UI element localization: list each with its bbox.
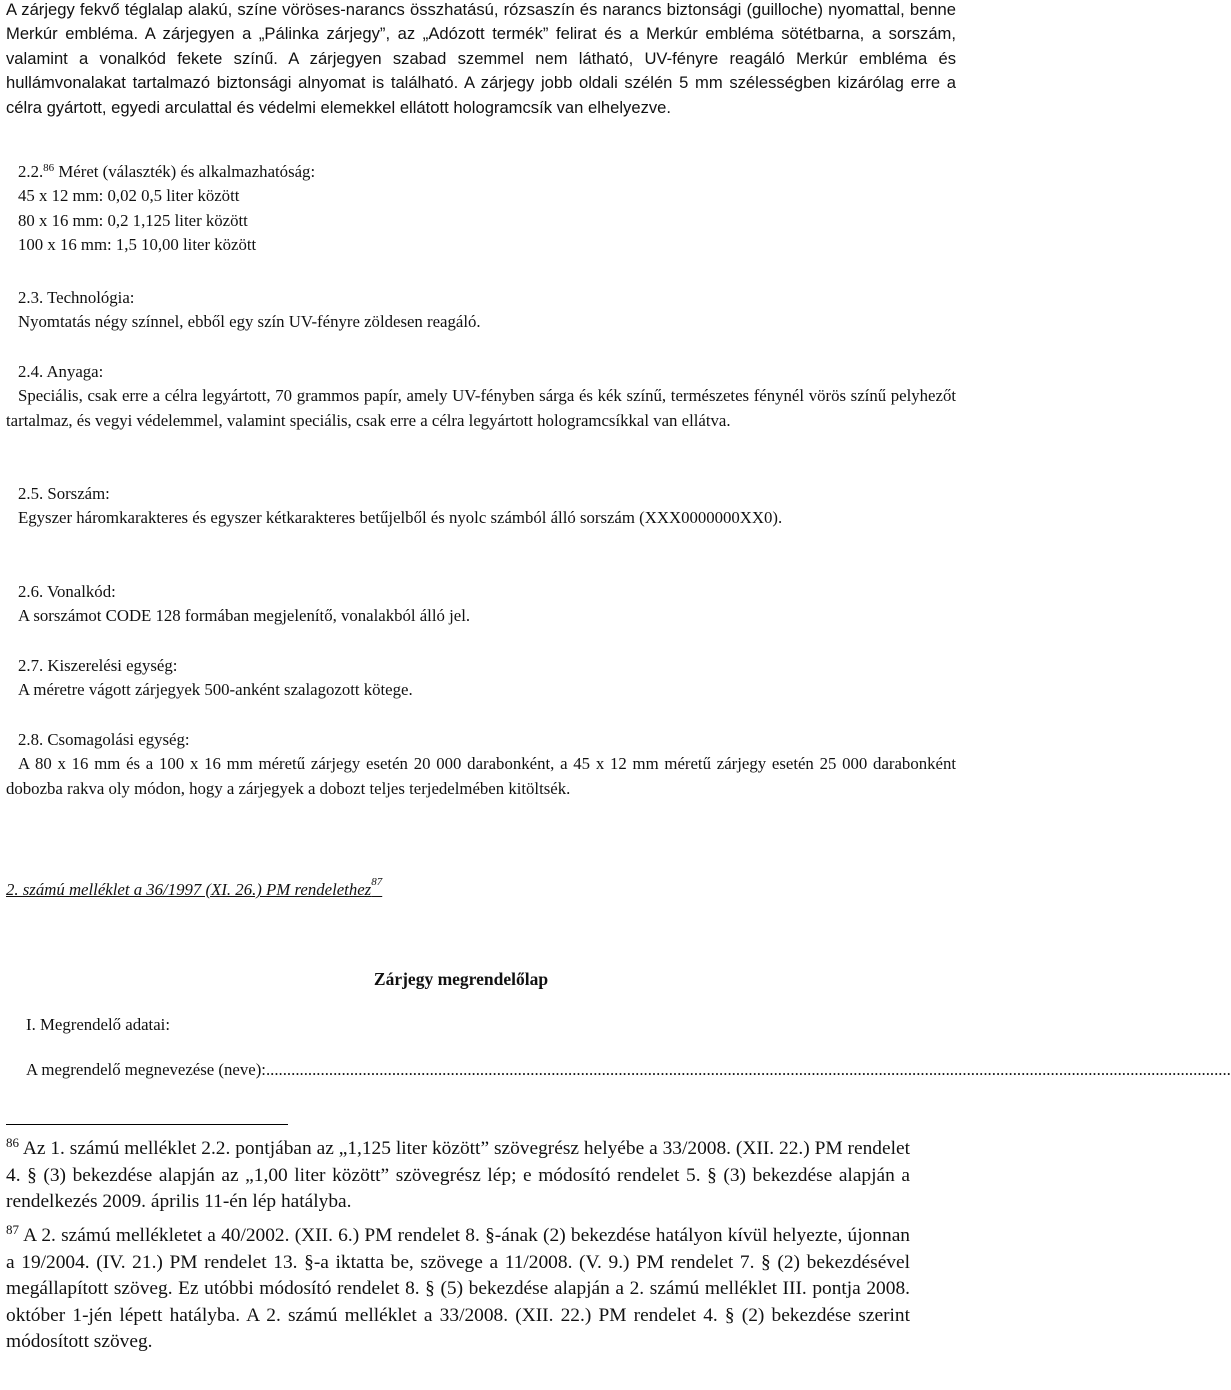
annex-title: [6, 876, 383, 900]
footnote-87: [6, 1223, 910, 1356]
footnote-86: [6, 1136, 910, 1216]
footnote-86-text: Az 1. számú melléklet 2.2. pontjában az „1,125 liter között” szövegrész helyébe a 33/2008. (XII. 22.) PM rendelet 4. § (3) bekezdése alapján az „1,00 liter között” szövegrész lép; e módosító rendelet 5. § (3) bekezdése alapján a rendelkezés 2009. április 11-én lép hatályba.: [6, 1138, 910, 1213]
section-2-7: [6, 654, 956, 703]
section-2-3-body: Nyomtatás négy színnel, ebből egy szín UV-fényre zöldesen reagáló.: [18, 312, 481, 332]
section-2-6-heading: 2.6. Vonalkód:: [18, 582, 116, 601]
form-section-1-heading: I. Megrendelő adatai:: [26, 1015, 170, 1034]
section-2-4-body: Speciális, csak erre a célra legyártott, 70 grammos papír, amely UV-fényben sárga és kék színű, természetes fénynél vörös színű pelyhezőt tartalmaz, és vegyi védelemmel, valamint speciális, csak erre a célra legyártott hologramcsíkkal van ellátva.: [6, 386, 956, 430]
footnote-ref-86: 86: [43, 162, 55, 174]
annex-title-text: 2. számú melléklet a 36/1997 (XI. 26.) PM rendelethez: [6, 880, 372, 899]
size-line-2: 80 x 16 mm: 0,2 1,125 liter között: [18, 210, 248, 230]
size-line-1: 45 x 12 mm: 0,02 0,5 liter között: [18, 186, 240, 206]
form-title: Zárjegy megrendelőlap: [373, 969, 549, 989]
section-2-3-heading: 2.3. Technológia:: [18, 288, 135, 307]
size-line-3: 100 x 16 mm: 1,5 10,00 liter között: [18, 235, 257, 255]
section-2-6: [6, 580, 956, 629]
intro-paragraph: A zárjegy fekvő téglalap alakú, színe vöröses-narancs összhatású, rózsaszín és narancs biztonsági (guilloche) nyomattal, benne Merkúr embléma. A zárjegyen a „Pálinka zárjegy”, az „Adózott termék” felirat és a Merkúr embléma sötétbarna, a sorszám, valamint a vonalkód fekete színű. A zárjegyen szabad szemmel nem látható, UV-fényre reagáló Merkúr embléma és hullámvonalakat tartalmazó biztonsági alnyomat is található. A zárjegy jobb oldali szélén 5 mm szélességben kizárólag erre a célra gyártott, egyedi arculattal és védelmi elemekkel ellátott hologramcsík van elhelyezve.: [6, 0, 956, 117]
section-2-5-body: Egyszer háromkarakteres és egyszer kétkarakteres betűjelből és nyolc számból álló sorszám (XXX0000000XX0).: [18, 508, 783, 528]
footnote-87-text: A 2. számú mellékletet a 40/2002. (XII. 6.) PM rendelet 8. §-ának (2) bekezdése hatályon kívül helyezte, újonnan a 19/2004. (IV. 21.) PM rendelet 13. §-a iktatta be, szövege a 11/2008. (V. 9.) PM rendelet 7. § (2) bekezdésével megállapított szöveg. Ez utóbbi módosító rendelet 8. § (5) bekezdése alapján a 2. számú melléklet III. pontja 2008. október 1-jén lépett hatályba. A 2. számú melléklet a 33/2008. (XII. 22.) PM rendelet 4. § (2) bekezdése szerint módosított szöveg.: [6, 1225, 911, 1353]
section-2-5-heading: 2.5. Sorszám:: [18, 484, 110, 503]
section-2-6-body: A sorszámot CODE 128 formában megjelenítő, vonalakból álló jel.: [18, 606, 471, 626]
section-2-8-heading: 2.8. Csomagolási egység:: [18, 730, 190, 749]
section-2-3: [6, 286, 956, 335]
orderer-name-label: A megrendelő megnevezése (neve):: [26, 1060, 266, 1079]
footnote-87-number: 87: [6, 1222, 19, 1237]
orderer-name-field: [26, 1060, 1231, 1080]
footnote-ref-87: 87: [371, 876, 383, 888]
section-2-8-body: A 80 x 16 mm és a 100 x 16 mm méretű zárjegy esetén 20 000 darabonként, a 45 x 12 mm méretű zárjegy esetén 25 000 darabonként dobozba rakva oly módon, hogy a zárjegyek a dobozt teljes terjedelmében kitöltsék.: [6, 754, 956, 798]
section-2-7-heading: 2.7. Kiszerelési egység:: [18, 656, 178, 675]
section-2-2: [6, 160, 956, 258]
footnote-separator: [6, 1124, 288, 1125]
section-2-8: [6, 728, 956, 801]
section-2-4-heading: 2.4. Anyaga:: [18, 362, 104, 381]
section-2-2-number: 2.2.: [18, 162, 44, 181]
section-2-5: [6, 482, 956, 531]
section-2-2-title: Méret (választék) és alkalmazhatóság:: [58, 162, 316, 181]
section-2-4: [6, 360, 956, 433]
orderer-name-dots: ......................................................................................................................................................................................................................................: [265, 1060, 1231, 1079]
section-2-7-body: A méretre vágott zárjegyek 500-anként szalagozott kötege.: [18, 680, 413, 700]
section-2-2-heading: [6, 160, 956, 184]
footnote-86-number: 86: [6, 1135, 19, 1150]
